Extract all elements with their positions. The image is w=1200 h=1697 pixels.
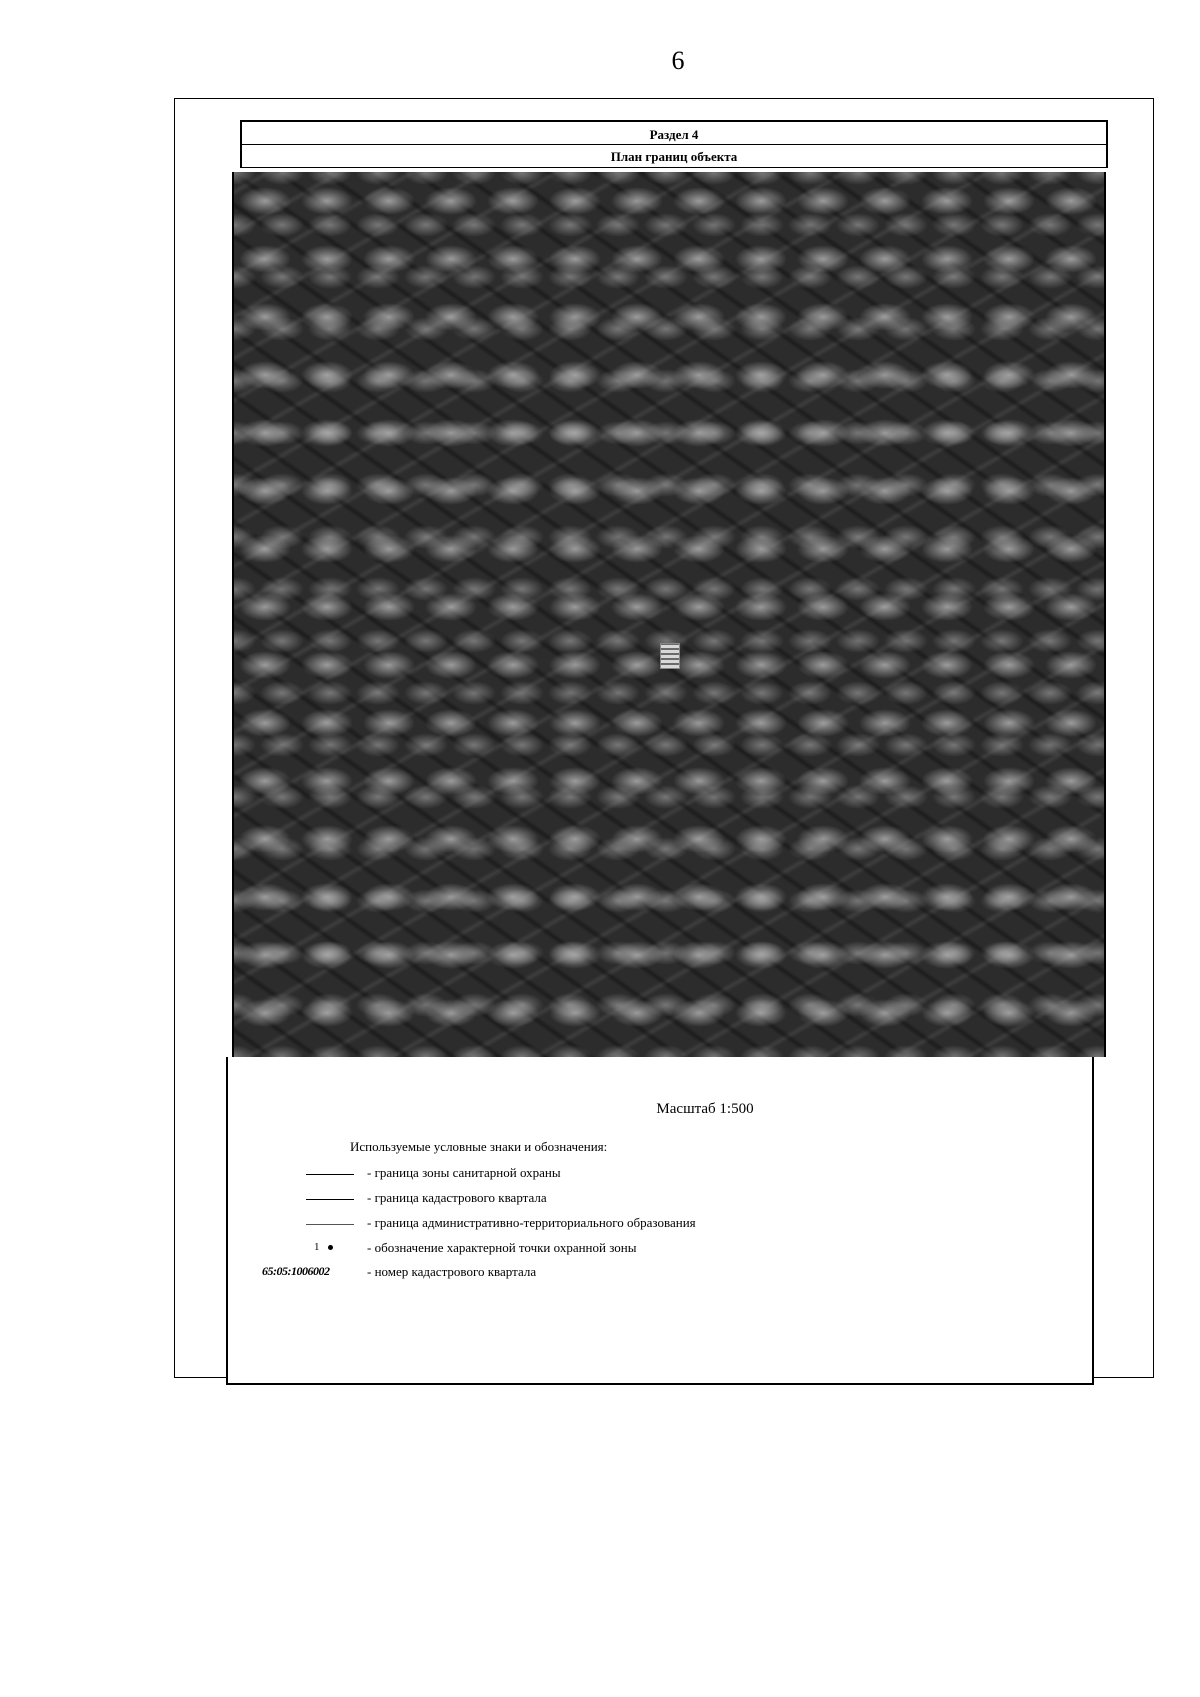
line-symbol-icon <box>262 1190 362 1208</box>
object-marker <box>660 643 680 669</box>
scale-label: Масштаб 1:500 <box>656 1101 754 1117</box>
legend-label: - граница административно-территориального образования <box>367 1215 696 1230</box>
section-title: Раздел 4 <box>240 120 1108 145</box>
point-symbol-icon <box>262 1240 362 1258</box>
legend-label: - номер кадастрового квартала <box>367 1264 537 1279</box>
legend-label: - граница зоны санитарной охраны <box>367 1165 561 1180</box>
kad-number-text: 65:05:1006002 <box>262 1264 330 1278</box>
legend-item-admin-boundary <box>262 1215 962 1233</box>
thin-line-symbol-icon <box>262 1215 362 1233</box>
legend-title: Используемые условные знаки и обозначения: <box>350 1139 608 1154</box>
line-symbol-icon <box>262 1165 362 1183</box>
legend-item-kad-number <box>262 1264 962 1282</box>
map-image <box>232 172 1106 1057</box>
page-number: 6 <box>671 46 685 75</box>
legend-item-sanitary-zone <box>262 1165 962 1183</box>
legend-label: - граница кадастрового квартала <box>367 1190 547 1205</box>
point-number: 1 <box>314 1241 320 1253</box>
legend-box <box>226 1057 1094 1385</box>
legend-label: - обозначение характерной точки охранной зоны <box>367 1240 637 1255</box>
legend-item-cadastral-quarter <box>262 1190 962 1208</box>
legend-item-point <box>262 1240 962 1258</box>
kad-number-symbol <box>262 1264 362 1282</box>
section-subtitle: План границ объекта <box>240 145 1108 168</box>
